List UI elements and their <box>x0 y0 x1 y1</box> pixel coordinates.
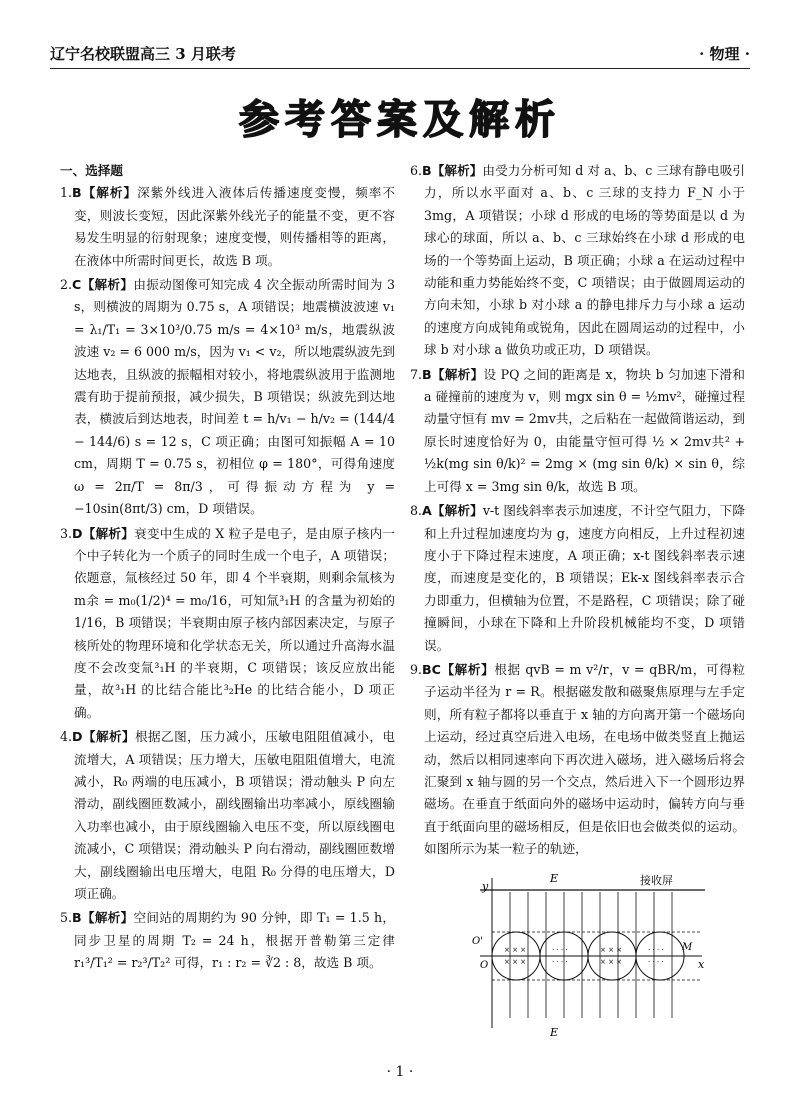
question-5: 5.B【解析】空间站的周期约为 90 分钟，即 T₁ = 1.5 h，同步卫星的周期 T₂ = 24 h，根据开普勒第三定律 r₁³/T₁² = r₂³/T₂² 可得，r₁ : r₂ = ∛2 : 8，故选 B 项。 <box>60 910 396 971</box>
svg-text:× × ×: × × × <box>504 946 527 954</box>
question-7: 7.B【解析】设 PQ 之间的距离是 x，物块 b 匀加速下滑和 a 碰撞前的速度为 v，则 mgx sin θ = ½mv²，碰撞过程动量守恒有 mv = 2mv共，之后粘在一起做简谐运动，到原长时速度恰好为 0，由能量守恒可得 ½ × 2mv共² + ½k(mg sin θ/k)² = 2mg × (mg sin θ/k) × sin θ，综上可得 x = 3mg sin θ/k，故选 B 项。 <box>410 366 746 494</box>
page-title: 参考答案及解析 <box>239 97 561 143</box>
question-6: 6.B【解析】由受力分析可知 d 对 a、b、c 三球有静电吸引力，所以水平面对 a、b、c 三球的支持力 F_N 小于 3mg，A 项错误；小球 d 形成的电场的等势面是以 d 为球心的球面，所以 a、b、c 三球始终在小球 d 形成的电场的一个等势面上运动，B 项正确；小球 a 在运动过程中动能和重力势能始终不变，C 项错误；由于做圆周运动的方向未知，小球 b 对小球 a 的静电排斥力与小球 a 运动的速度方向成钝角或锐角，因此在圆周运动的过程中，小球 b 对小球 a 做负功或正功，D 项错误。 <box>410 163 745 358</box>
right-column <box>410 160 745 863</box>
section-heading: 一、选择题 <box>60 163 123 178</box>
question-2: 2.C【解析】由振动图像可知完成 4 次全振动所需时间为 3 s，则横波的周期为 0.75 s，A 项错误；地震横波波速 v₁ = λ₁/T₁ = 3×10³/0.75 m/s = 4×10³ m/s，地震纵波波速 v₂ = 6 000 m/s，因为 v₁ < v₂，所以地震纵波先到达地表，且纵波的振幅相对较小，将地震纵波用于监测地震有助于提前预报，减少损失，B 项错误；纵波先到达地表，横波后到达地表，时间差 t = h/v₁ − h/v₂ = (144/4 − 144/6) s = 12 s，C 项正确；由图可知振幅 A = 10 cm，周期 T = 0.75 s，初相位 φ = 180°，可得角速度 ω = 2π/T = 8π/3，可得振动方程为 y = −10sin(8πt/3) cm，D 项错误。 <box>60 277 395 517</box>
svg-text:· · · ·: · · · · <box>648 946 664 954</box>
particle-trajectory-figure <box>470 868 710 1038</box>
left-column <box>60 160 395 977</box>
svg-text:× × ×: × × × <box>600 958 623 966</box>
page-number: · 1 · <box>386 1064 414 1080</box>
field-e-bottom-label: E <box>550 1026 559 1038</box>
svg-text:· · · ·: · · · · <box>648 958 664 966</box>
header-subject: · 物理 · <box>699 45 750 63</box>
y-axis-label: y <box>482 880 489 893</box>
field-e-top-label: E <box>550 872 559 885</box>
screen-label: 接收屏 <box>640 874 673 887</box>
question-4: 4.D【解析】根据乙图，压力减小，压敏电阻阻值减小，电流增大，A 项错误；压力增大，压敏电阻阻值增大，电流减小，R₀ 两端的电压减小，B 项错误；滑动触头 P 向左滑动，副线圈匝数减小，副线圈输出功率减小，原线圈输入功率也减小，由于原线圈输入电压不变，所以原线圈电流减小，C 项错误；滑动触头 P 向右滑动，副线圈匝数增大，副线圈输出电压增大，电阻 R₀ 分得的电压增大，D 项正确。 <box>60 729 396 901</box>
svg-text:× × ×: × × × <box>600 946 623 954</box>
svg-text:× × ×: × × × <box>504 958 527 966</box>
svg-text:· · · ·: · · · · <box>552 958 568 966</box>
question-8: 8.A【解析】v-t 图线斜率表示加速度，不计空气阻力，下降和上升过程加速度均为 g，速度方向相反，上升过程初速度小于下降过程末速度，A 项正确；x-t 图线斜率表示速度，而速度是变化的，B 项错误；Ek-x 图线斜率表示合力即重力，但横轴为位置，不是路程，C 项错误；除了碰撞瞬间，小球在下降和上升阶段机械能均不变，D 项错误。 <box>410 503 746 653</box>
x-axis-label: x <box>698 958 705 971</box>
question-3: 3.D【解析】衰变中生成的 X 粒子是电子，是由原子核内一个中子转化为一个质子的同时生成一个电子，A 项错误；依题意，氚核经过 50 年，即 4 个半衰期，则剩余氚核为 m余 = m₀(1/2)⁴ = m₀/16，可知氚³₁H 的含量为初始的 1/16，B 项错误；半衰期由原子核内部因素决定，与原子核所处的物理环境和化学状态无关，所以通过升高海水温度不会改变氚³₁H 的半衰期，C 项错误；该反应放出能量，故³₁H 的比结合能比³₂He 的比结合能小，D 项正确。 <box>60 525 395 720</box>
svg-text:· · · ·: · · · · <box>552 946 568 954</box>
page-header <box>50 36 750 69</box>
question-9: 9.BC【解析】根据 qvB = m v²/r，v = qBR/m，可得粒子运动半径为 r = R。根据磁发散和磁聚焦原理与左手定则，所有粒子都将以垂直于 x 轴的方向离开第一个磁场向上运动，经过真空后进入电场，在电场中做类竖直上抛运动，然后以相同速率向下再次进入磁场，进入磁场后将会汇聚到 x 轴与圆的另一个交点，然后进入下一个圆形边界磁场。在垂直于纸面向外的磁场中运动时，偏转方向与垂直于纸面向里的磁场相反，但是依旧也会做类似的运动。如图所示为某一粒子的轨迹， <box>410 661 745 857</box>
question-1: 1.B【解析】深紫外线进入液体后传播速度变慢，频率不变，则波长变短，因此深紫外线光子的能量不变，更不容易发生明显的衍射现象；速度变慢，则传播相等的距离，在液体中所需时间更长，故选 B 项。 <box>60 185 396 268</box>
header-exam-name: 辽宁名校联盟高三 3 月联考 <box>50 45 236 63</box>
origin-label: O <box>480 960 489 971</box>
origin-prime-label: O' <box>472 936 483 947</box>
point-m-label: M <box>682 942 693 953</box>
